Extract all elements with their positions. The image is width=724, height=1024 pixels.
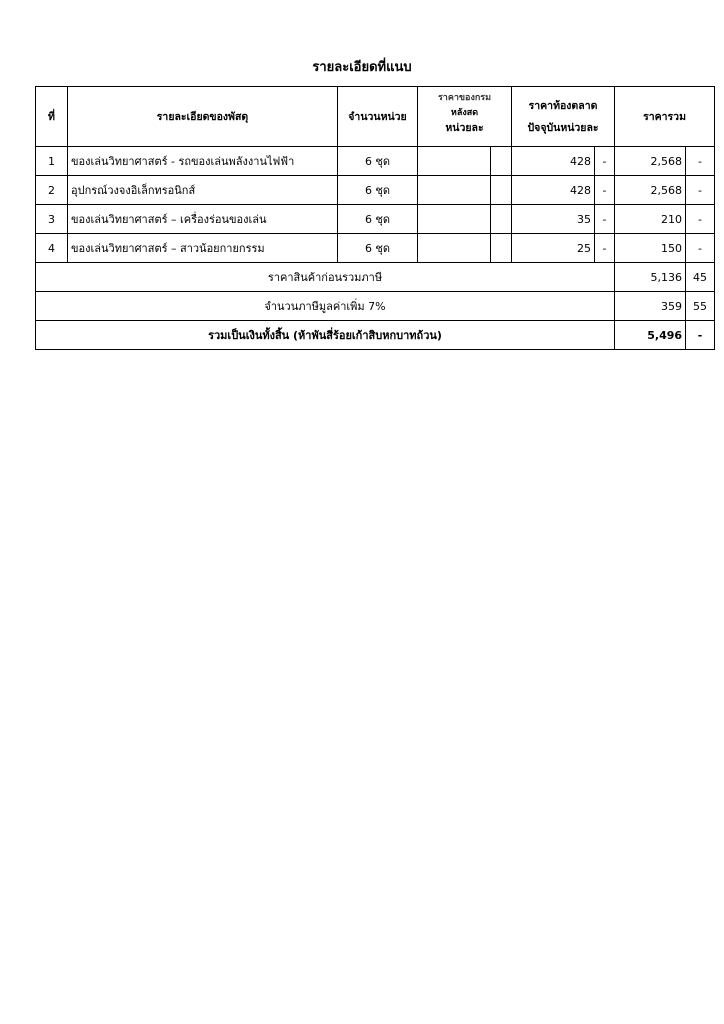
row-total: 2,568 (615, 176, 686, 205)
vat-value: 359 (615, 292, 686, 321)
row-description: ของเล่นวิทยาศาสตร์ – เครื่องร่อนของเล่น (68, 205, 338, 234)
row-quantity: 6 ชุด (338, 234, 418, 263)
row-market-price-sat: - (595, 147, 615, 176)
row-unit-price-sat (491, 176, 512, 205)
row-unit-price (418, 234, 491, 263)
row-unit-price (418, 176, 491, 205)
row-no: 4 (36, 234, 68, 263)
row-total: 210 (615, 205, 686, 234)
header-market-price (512, 87, 615, 147)
row-description: อุปกรณ์วงจงอิเล็กทรอนิกส์ (68, 176, 338, 205)
header-unit-price-line1: ราคาของกรม (437, 93, 492, 103)
header-unit-price (418, 87, 512, 147)
row-no: 3 (36, 205, 68, 234)
row-unit-price-sat (491, 147, 512, 176)
row-unit-price (418, 147, 491, 176)
row-quantity: 6 ชุด (338, 147, 418, 176)
row-no: 1 (36, 147, 68, 176)
page-title: รายละเอียดที่แนบ (312, 60, 412, 75)
row-market-price-sat: - (595, 176, 615, 205)
row-description: ของเล่นวิทยาศาสตร์ - รถของเล่นพลังงานไฟฟ้า (68, 147, 338, 176)
grand-total-label: รวมเป็นเงินทั้งสิ้น (ห้าพันสี่ร้อยเก้าสิบหกบาทถ้วน) (36, 321, 615, 350)
subtotal-row (36, 263, 715, 292)
row-total-sat: - (686, 234, 715, 263)
subtotal-value: 5,136 (615, 263, 686, 292)
row-market-price: 428 (512, 147, 595, 176)
row-quantity: 6 ชุด (338, 176, 418, 205)
header-market-price-line2: ปัจจุบันหน่วยละ (527, 121, 599, 134)
vat-label: จำนวนภาษีมูลค่าเพิ่ม 7% (36, 292, 615, 321)
header-description: รายละเอียดของพัสดุ (68, 87, 338, 147)
header-no: ที่ (36, 87, 68, 147)
grand-total-sat: - (686, 321, 715, 350)
header-unit-price-line2: หลังสด (450, 108, 479, 118)
row-market-price-sat: - (595, 205, 615, 234)
row-total-sat: - (686, 176, 715, 205)
row-total: 2,568 (615, 147, 686, 176)
vat-row (36, 292, 715, 321)
row-total-sat: - (686, 147, 715, 176)
header-total: ราคารวม (615, 87, 715, 147)
row-market-price: 35 (512, 205, 595, 234)
row-description: ของเล่นวิทยาศาสตร์ – สาวน้อยกายกรรม (68, 234, 338, 263)
row-quantity: 6 ชุด (338, 205, 418, 234)
grand-total-row (36, 321, 715, 350)
table-row (36, 205, 715, 234)
row-unit-price-sat (491, 205, 512, 234)
row-unit-price (418, 205, 491, 234)
subtotal-sat: 45 (686, 263, 715, 292)
table-row (36, 176, 715, 205)
row-no: 2 (36, 176, 68, 205)
grand-total-value: 5,496 (615, 321, 686, 350)
table-row (36, 147, 715, 176)
header-unit-price-line3: หน่วยละ (445, 122, 484, 134)
row-unit-price-sat (491, 234, 512, 263)
items-table (35, 86, 715, 350)
subtotal-label: ราคาสินค้าก่อนรวมภาษี (36, 263, 615, 292)
row-total: 150 (615, 234, 686, 263)
header-quantity: จำนวนหน่วย (338, 87, 418, 147)
row-market-price-sat: - (595, 234, 615, 263)
row-total-sat: - (686, 205, 715, 234)
table-row (36, 234, 715, 263)
vat-sat: 55 (686, 292, 715, 321)
row-market-price: 428 (512, 176, 595, 205)
row-market-price: 25 (512, 234, 595, 263)
header-market-price-line1: ราคาท้องตลาด (528, 99, 598, 112)
header-row (36, 87, 715, 147)
